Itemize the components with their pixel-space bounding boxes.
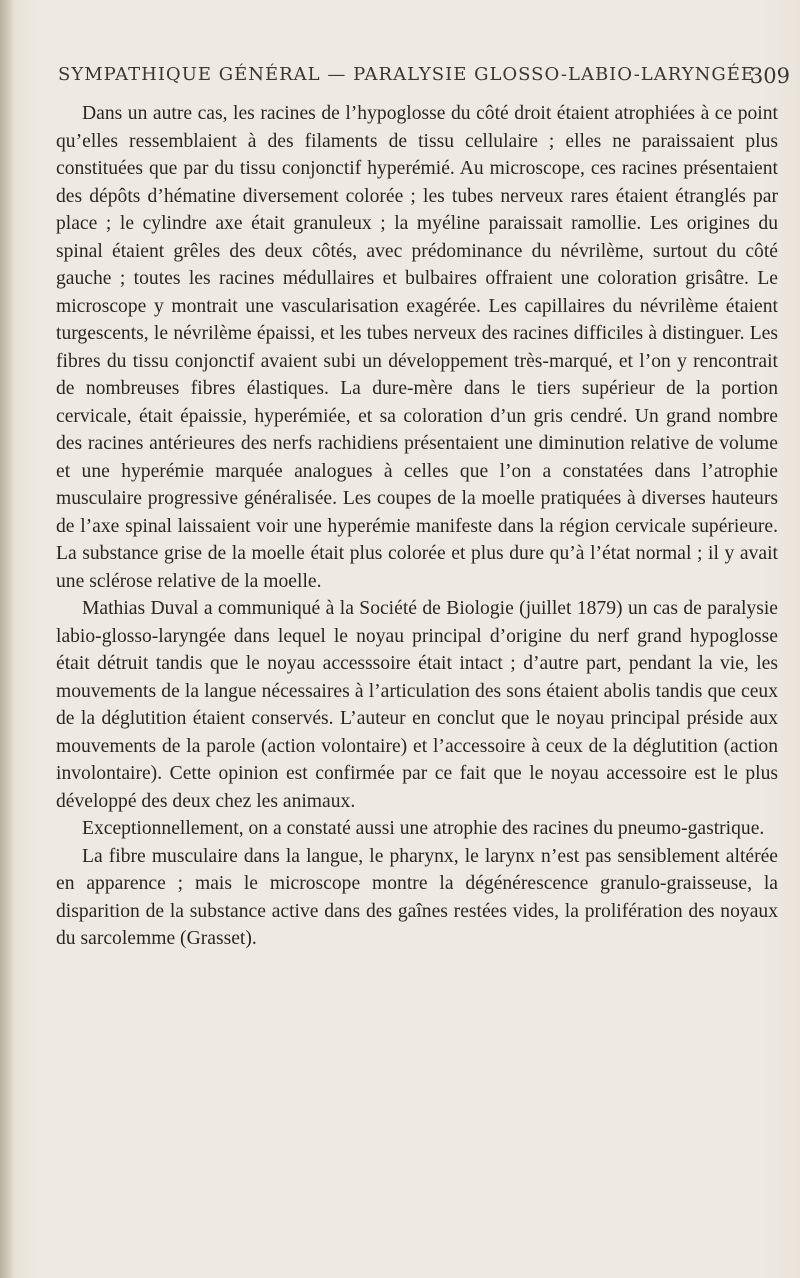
page-number: 309 bbox=[749, 64, 790, 88]
body-text bbox=[56, 100, 778, 953]
binding-shadow bbox=[0, 0, 14, 1278]
running-head bbox=[58, 64, 790, 94]
paragraph-duval-report: Mathias Duval a communiqué à la Société de Biologie (juillet 1879) un cas de paralysie labio-glosso-laryngée dans lequel le noyau principal d’origine du nerf grand hypoglosse était détruit tandis que le noyau accesssoire était intact ; d’autre part, pendant la vie, les mouvements de la langue nécessaires à l’articulation des sons étaient abolis tandis que ceux de la déglutition étaient conservés. L’auteur en conclut que le noyau principal préside aux mouvements de la parole (action volontaire) et l’accessoire à ceux de la déglutition (action involontaire). Cette opinion est confirmée par ce fait que le noyau accessoire est le plus développé des deux chez les animaux. bbox=[56, 598, 778, 812]
paragraph-pneumogastric: Exceptionnellement, on a constaté aussi une atrophie des racines du pneumo-gastrique. bbox=[82, 818, 765, 839]
paragraph-hypoglosse-atrophy: Dans un autre cas, les racines de l’hypoglosse du côté droit étaient atrophiées à ce point qu’elles ressemblaient à des filaments de tissu cellulaire ; elles ne paraissaient plus constituées que par du tissu conjonctif hyperémié. Au microscope, ces racines présentaient des dépôts d’hématine diversement colorée ; les tubes nerveux rares étaient étranglés par place ; le cylindre axe était granuleux ; la myéline paraissait ramollie. Les origines du spinal étaient grêles des deux côtés, avec prédominance du névrilème, surtout du côté gauche ; toutes les racines médullaires et bulbaires offraient une coloration grisâtre. Le microscope y montrait une vascularisation exagérée. Les capillaires du névrilème étaient turgescents, le névrilème épaissi, et les tubes nerveux des racines difficiles à distinguer. Les fibres du tissu conjonctif avaient subi un développement très-marqué, et l’on y rencontrait de nombreuses fibres élastiques. La dure-mère dans le tiers supérieur de la portion cervicale, était épaissie, hyperémiée, et sa coloration d’un gris cendré. Un grand nombre des racines antérieures des nerfs rachidiens présentaient une diminution relative de volume et une hyperémie marquée analogues à celles que l’on a constatées dans l’atrophie musculaire progressive généralisée. Les coupes de la moelle pratiquées à diverses hauteurs de l’axe spinal laissaient voir une hyperémie manifeste dans la région cervicale supérieure. La substance grise de la moelle était plus colorée et plus dure qu’à l’état normal ; il y avait une sclérose relative de la moelle. bbox=[56, 103, 778, 592]
paragraph-muscle-fiber: La fibre musculaire dans la langue, le pharynx, le larynx n’est pas sensiblement altérée en apparence ; mais le microscope montre la dégénérescence granulo-graisseuse, la disparition de la substance active dans des gaînes restées vides, la prolifération des noyaux du sarcolemme (Grasset). bbox=[56, 845, 778, 949]
running-head-title: SYMPATHIQUE GÉNÉRAL — PARALYSIE GLOSSO-LABIO-LARYNGÉE bbox=[58, 64, 756, 85]
